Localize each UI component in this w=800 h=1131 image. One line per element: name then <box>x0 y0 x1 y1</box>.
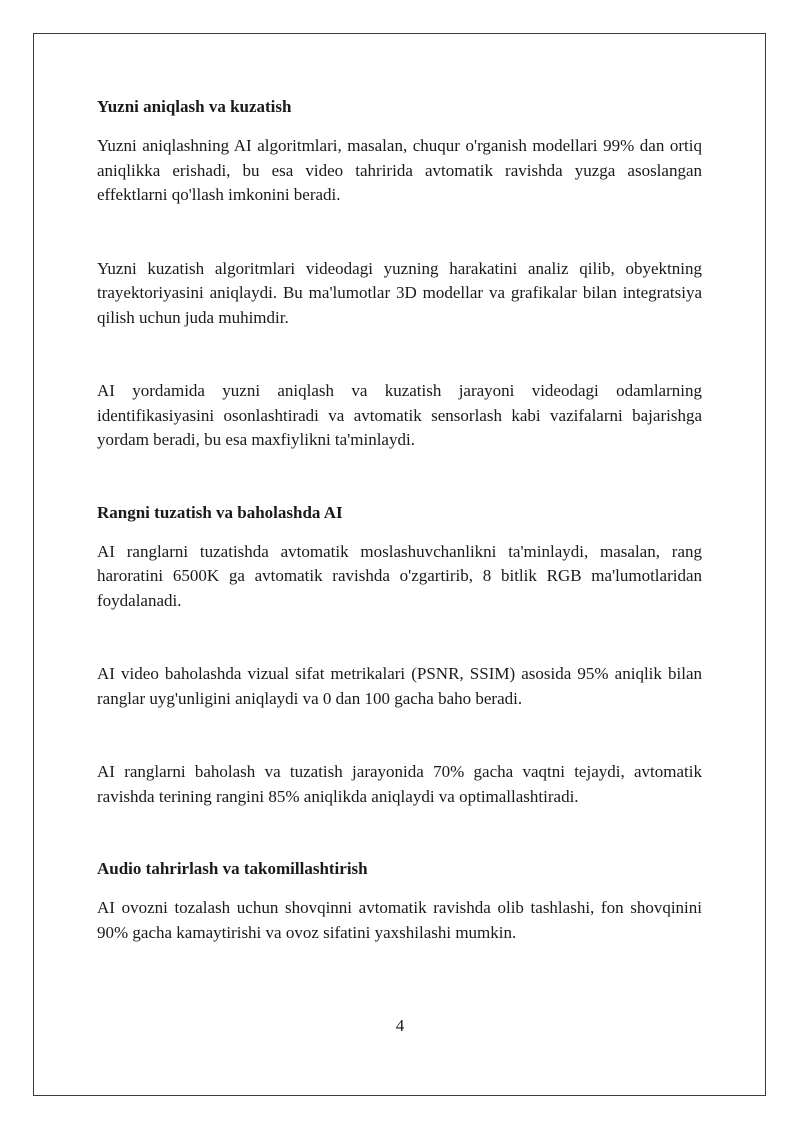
paragraph: Yuzni kuzatish algoritmlari videodagi yuzning harakatini analiz qilib, obyektning trayektoriyasini aniqlaydi. Bu ma'lumotlar 3D modellar va grafikalar bilan integratsiya qilish uchun juda muhimdir. <box>97 258 702 327</box>
paragraph: AI ovozni tozalash uchun shovqinni avtomatik ravishda olib tashlashi, fon shovqinini 90% gacha kamaytirishi va ovoz sifatini yaxshilashi mumkin. <box>97 898 702 942</box>
document-body <box>97 95 702 945</box>
paragraph: AI video baholashda vizual sifat metrikalari (PSNR, SSIM) asosida 95% aniqlik bilan ranglar uyg'unligini aniqlaydi va 0 dan 100 gacha baho beradi. <box>97 664 702 708</box>
paragraph: AI ranglarni baholash va tuzatish jarayonida 70% gacha vaqtni tejaydi, avtomatik ravishda terining rangini 85% aniqlikda aniqlaydi va optimallashtiradi. <box>97 762 702 806</box>
section-heading-face-detection: Yuzni aniqlash va kuzatish <box>97 97 292 116</box>
paragraph: AI ranglarni tuzatishda avtomatik moslashuvchanlikni ta'minlaydi, masalan, rang haroratini 6500K ga avtomatik ravishda o'zgartirib, 8 bitlik RGB ma'lumotlaridan foydalanadi. <box>97 541 702 610</box>
page-number: 4 <box>395 1016 405 1035</box>
paragraph: Yuzni aniqlashning AI algoritmlari, masalan, chuqur o'rganish modellari 99% dan ortiq aniqlikka erishadi, bu esa video tahririda avtomatik ravishda yuzga asoslangan effektlarni qo'llash imkonini beradi. <box>97 136 702 204</box>
paragraph: AI yordamida yuzni aniqlash va kuzatish jarayoni videodagi odamlarning identifikasiyasini osonlashtiradi va avtomatik sensorlash kabi vazifalarni bajarishga yordam beradi, bu esa maxfiylikni ta'minlaydi. <box>97 381 702 449</box>
section-heading-color-grading: Rangni tuzatish va baholashda AI <box>97 502 343 522</box>
section-heading-audio-editing: Audio tahrirlash va takomillashtirish <box>97 859 368 878</box>
